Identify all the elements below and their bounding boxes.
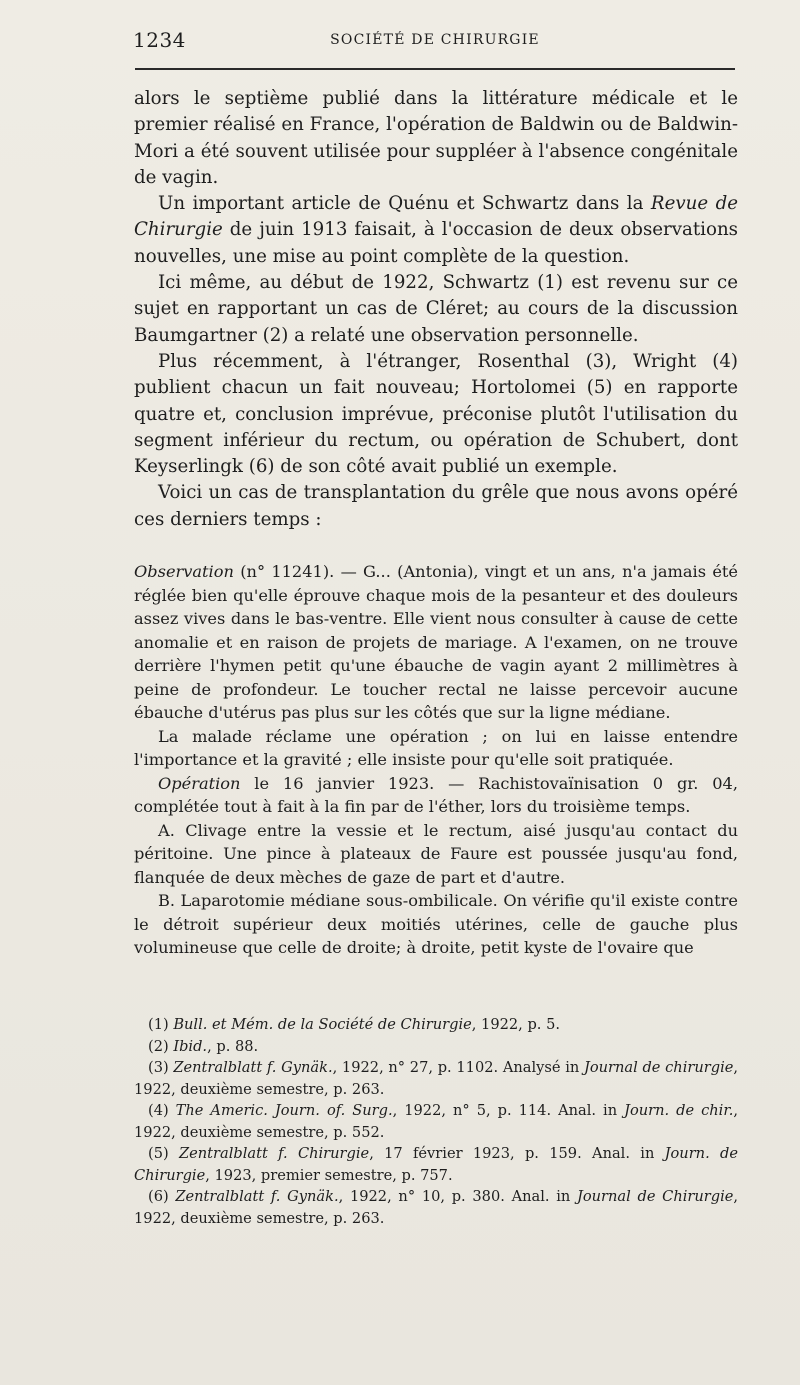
footnotes <box>134 1014 738 1229</box>
footnote-1 <box>134 1014 738 1036</box>
observation-paragraph-5 <box>134 889 738 960</box>
paragraph-2 <box>134 191 738 270</box>
paragraph-3 <box>134 270 738 349</box>
page-number: 1234 <box>133 28 186 52</box>
footnote-5-source-2: Journ. de Chirurgie <box>134 1145 739 1184</box>
footnote-4-number: (4) <box>148 1102 176 1119</box>
footnote-6-source: Zentralblatt f. Gynäk. <box>175 1188 339 1205</box>
footnote-5-source: Zentralblatt f. Chirurgie <box>178 1145 370 1162</box>
footnote-1-source: Bull. et Mém. de la Société de Chirurgie <box>173 1016 472 1033</box>
paragraph-4-text: Plus récemment, à l'étranger, Rosenthal (3), Wright (4) publient chacun un fait nouveau; Hortolomei (5) en rapporte quatre et, conclusion imprévue, préconise plutôt l'utilisation du segment inférieur du rectum, ou opération de Schubert, dont Keyserlingk (6) de son côté avait publié un exemple. <box>134 350 738 478</box>
observation-text-1: (n° 11241). — G... (Antonia), vingt et un ans, n'a jamais été réglée bien qu'elle éprouve chaque mois de la pesanteur et des douleurs assez vives dans le bas-ventre. Elle vient nous consulter à cause de cette anomalie et en raison de projets de mariage. A l'examen, on ne trouve derrière l'hymen petit qu'une ébauche de vagin ayant 2 millimètres à peine de profondeur. Le toucher rectal ne laisse percevoir aucune ébauche d'utérus pas plus sur les côtés que sur la ligne médiane. <box>134 562 738 722</box>
footnote-4-source: The Americ. Journ. of. Surg. <box>175 1102 393 1119</box>
paragraph-1-text: alors le septième publié dans la littérature médicale et le premier réalisé en France, l'opération de Baldwin ou de Baldwin-Mori a été souvent utilisée pour suppléer à l'absence congénitale de vagin. <box>134 88 738 188</box>
paragraph-5 <box>134 480 738 533</box>
footnote-2-text: , p. 88. <box>207 1037 259 1055</box>
footnote-5-number: (5) <box>148 1145 179 1162</box>
paragraph-4 <box>134 349 738 480</box>
footnote-6-source-2: Journal de Chirurgie <box>577 1188 734 1205</box>
footnote-4-text-b: , 1922, deuxième semestre, p. 552. <box>134 1102 739 1141</box>
footnote-1-text: , 1922, p. 5. <box>471 1016 561 1033</box>
footnote-1-number: (1) <box>148 1016 174 1033</box>
observation-text-3: le 16 janvier 1923. — Rachistovaïnisation 0 gr. 04, complétée tout à fait à la fin par de l'éther, lors du troisième temps. <box>134 773 738 816</box>
footnote-5-text-a: , 17 février 1923, p. 159. Anal. in <box>369 1145 665 1162</box>
footnote-6-text-a: , 1922, n° 10, p. 380. Anal. in <box>338 1188 577 1205</box>
paragraph-1 <box>134 86 738 191</box>
footnote-4-text-a: , 1922, n° 5, p. 114. Anal. in <box>392 1102 625 1119</box>
footnote-5 <box>134 1143 738 1186</box>
footnote-3 <box>134 1057 738 1100</box>
operation-label: Opération <box>158 773 241 793</box>
observation-paragraph-1 <box>134 560 738 725</box>
footnote-3-number: (3) <box>148 1059 174 1076</box>
footnote-3-text-b: , 1922, deuxième semestre, p. 263. <box>134 1059 739 1098</box>
paragraph-2-text-a: Un important article de Quénu et Schwartz dans la <box>158 193 651 215</box>
paragraph-3-text: Ici même, au début de 1922, Schwartz (1) est revenu sur ce sujet en rapportant un cas de Cléret; au cours de la discussion Baumgartner (2) a relaté une observation personnelle. <box>134 272 738 346</box>
footnote-4 <box>134 1100 738 1143</box>
header-rule <box>135 68 735 70</box>
body-text <box>134 86 738 533</box>
observation-section <box>134 560 738 960</box>
footnote-6-text-b: , 1922, deuxième semestre, p. 263. <box>134 1188 739 1227</box>
observation-text-2: La malade réclame une opération ; on lui en laisse entendre l'importance et la gravité ; elle insiste pour qu'elle soit pratiquée. <box>134 726 738 769</box>
footnote-6-number: (6) <box>148 1188 176 1205</box>
footnote-2 <box>134 1036 738 1058</box>
page-header <box>133 28 737 60</box>
footnote-6 <box>134 1186 738 1229</box>
footnote-3-source: Zentralblatt f. Gynäk. <box>173 1059 333 1076</box>
paragraph-2-text-b: de juin 1913 faisait, à l'occasion de deux observations nouvelles, une mise au point complète de la question. <box>134 219 738 267</box>
observation-paragraph-2 <box>134 725 738 772</box>
journal-title: Revue de Chirurgie <box>134 193 738 241</box>
observation-paragraph-3 <box>134 772 738 819</box>
observation-paragraph-4 <box>134 819 738 890</box>
footnote-2-source: Ibid. <box>173 1037 208 1055</box>
footnote-4-source-2: Journ. de chir. <box>624 1102 734 1119</box>
footnote-3-source-2: Journal de chirurgie <box>583 1059 734 1076</box>
observation-text-5: B. Laparotomie médiane sous-ombilicale. On vérifie qu'il existe contre le détroit supérieur deux moitiés utérines, celle de gauche plus volumineuse que celle de droite; à droite, petit kyste de l'ovaire que <box>134 891 738 957</box>
observation-label: Observation <box>134 562 234 581</box>
observation-text-4: A. Clivage entre la vessie et le rectum, aisé jusqu'au contact du péritoine. Une pince à plateaux de Faure est poussée jusqu'au fond, flanquée de deux mèches de gaze de part et d'autre. <box>134 820 738 887</box>
footnote-3-text-a: , 1922, n° 27, p. 1102. Analysé in <box>332 1059 584 1076</box>
running-head: SOCIÉTÉ DE CHIRURGIE <box>330 32 540 48</box>
footnote-2-number: (2) <box>148 1037 174 1055</box>
footnote-5-text-b: , 1923, premier semestre, p. 757. <box>205 1166 453 1184</box>
paragraph-5-text: Voici un cas de transplantation du grêle que nous avons opéré ces derniers temps : <box>134 482 738 530</box>
